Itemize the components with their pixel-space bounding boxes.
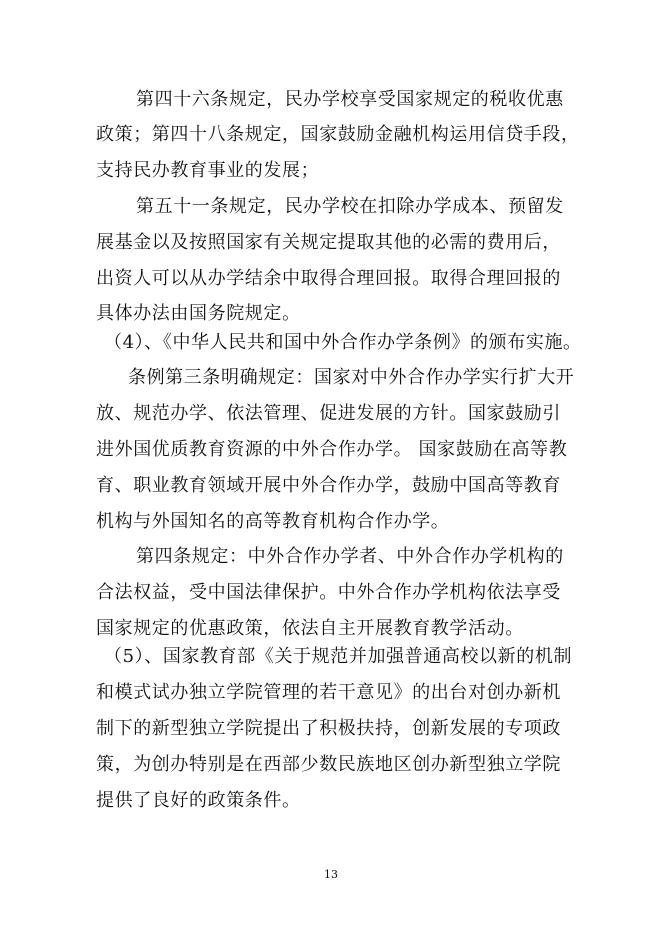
section-heading-4: （4）、《中华人民共和国中外合作办学条例》的颁布实施。 — [104, 332, 582, 353]
text-line: 支持民办教育事业的发展； — [96, 160, 320, 181]
text-line: 第五十一条规定，民办学校在扣除办学成本、预留发 — [136, 196, 564, 217]
text-line: 合法权益，受中国法律保护。中外合作办学机构依法享受 — [96, 582, 561, 603]
page-number: 13 — [324, 868, 338, 881]
text-line: 条例第三条明确规定：国家对中外合作办学实行扩大开 — [128, 367, 575, 388]
text-line: 机构与外国知名的高等教育机构合作办学。 — [96, 511, 450, 532]
text-line: 和模式试办独立学院管理的若干意见》的出台对创办新机 — [96, 682, 561, 703]
text-line: 提供了良好的政策条件。 — [96, 790, 301, 811]
text-line: 放、规范办学、依法管理、促进发展的方针。国家鼓励引 — [96, 403, 561, 424]
text-line: 国家规定的优惠政策，依法自主开展教育教学活动。 — [96, 618, 524, 639]
section-heading-5: （5）、国家教育部《关于规范并加强普通高校以新的机制 — [104, 646, 573, 667]
text-line: 出资人可以从办学结余中取得合理回报。取得合理回报的 — [96, 268, 561, 289]
text-line: 策，为创办特别是在西部少数民族地区创办新型独立学院 — [96, 754, 561, 775]
text-line: 展基金以及按照国家有关规定提取其他的必需的费用后， — [96, 232, 561, 253]
text-line: 第四条规定：中外合作办学者、中外合作办学机构的 — [136, 546, 564, 567]
text-line: 育、职业教育领域开展中外合作办学，鼓励中国高等教育 — [96, 475, 561, 496]
text-line: 政策；第四十八条规定，国家鼓励金融机构运用信贷手段， — [96, 124, 580, 145]
text-line: 第四十六条规定，民办学校享受国家规定的税收优惠 — [136, 89, 564, 110]
text-line: 进外国优质教育资源的中外合作办学。 国家鼓励在高等教 — [96, 439, 568, 460]
text-line: 制下的新型独立学院提出了积极扶持，创新发展的专项政 — [96, 718, 561, 739]
text-line: 具体办法由国务院规定。 — [96, 303, 301, 324]
